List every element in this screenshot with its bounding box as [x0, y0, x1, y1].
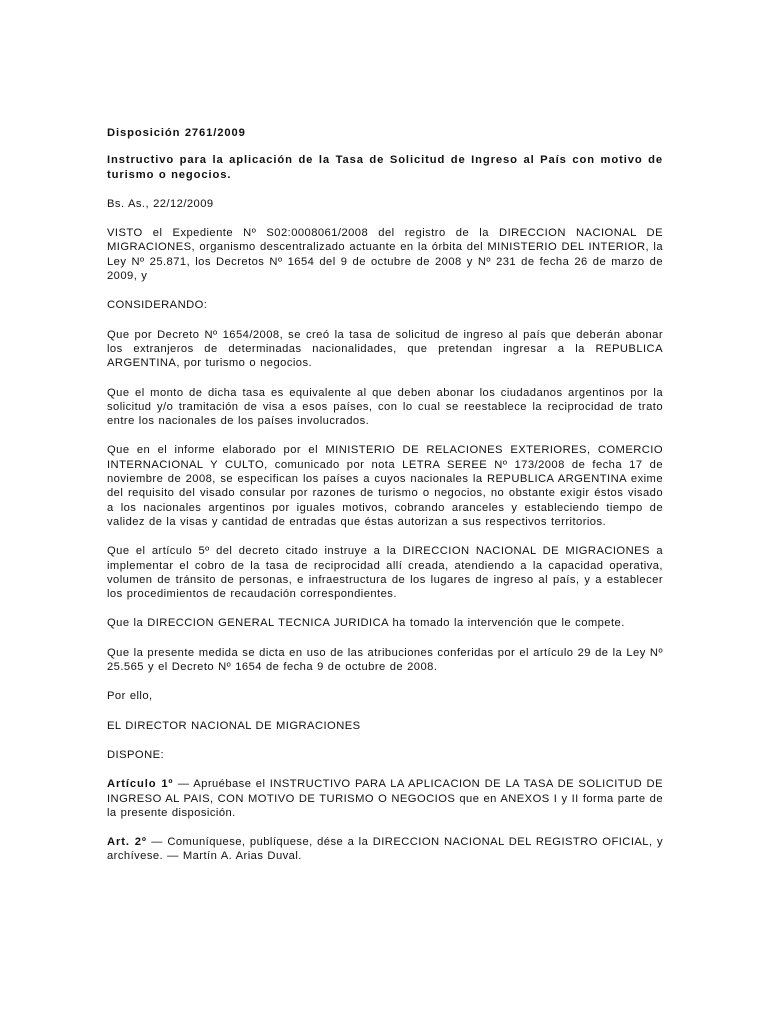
authority-line: EL DIRECTOR NACIONAL DE MIGRACIONES: [107, 719, 361, 732]
document-subtitle: Instructivo para la aplicación de la Tasa de Solicitud de Ingreso al País con motivo de turismo o negocios.: [107, 154, 663, 181]
article-2-text: — Comuníquese, publíquese, dése a la DIRECCION NACIONAL DEL REGISTRO OFICIAL, y archívese. — Martín A. Arias Duval.: [107, 836, 663, 863]
visto-paragraph: VISTO el Expediente Nº S02:0008061/2008 del registro de la DIRECCION NACIONAL DE MIGRACIONES, organismo descentralizado actuante en la órbita del MINISTERIO DEL INTERIOR, la Ley Nº 25.871, los Decretos Nº 1654 del 9 de octubre de 2008 y Nº 231 de fecha 26 de marzo de 2009, y: [107, 227, 663, 283]
paragraph-6: Que la presente medida se dicta en uso de las atribuciones conferidas por el artículo 29 de la Ley Nº 25.565 y el Decreto Nº 1654 de fecha 9 de octubre de 2008.: [107, 646, 663, 674]
article-1-label: Artículo 1º: [107, 778, 174, 791]
article-1-text: — Apruébase el INSTRUCTIVO PARA LA APLICACION DE LA TASA DE SOLICITUD DE INGRESO AL PAIS, CON MOTIVO DE TURISMO O NEGOCIOS que en ANEXOS I y II forma parte de la presente disposición.: [107, 778, 663, 819]
place-date: Bs. As., 22/12/2009: [107, 197, 214, 210]
dispone-heading: DISPONE:: [107, 748, 165, 761]
por-ello: Por ello,: [107, 690, 153, 703]
document-page: [107, 126, 663, 864]
article-2: [107, 835, 663, 864]
paragraph-1: Que por Decreto Nº 1654/2008, se creó la tasa de solicitud de ingreso al país que deberán abonar los extranjeros de determinadas nacionalidades, que pretendan ingresar a la REPUBLICA ARGENTINA, por turismo o negocios.: [107, 328, 663, 370]
article-2-label: Art. 2º: [107, 836, 147, 849]
paragraph-3: Que en el informe elaborado por el MINISTERIO DE RELACIONES EXTERIORES, COMERCIO INTERNACIONAL Y CULTO, comunicado por nota LETRA SEREE Nº 173/2008 de fecha 17 de noviembre de 2008, se especifican los países a cuyos nacionales la REPUBLICA ARGENTINA exime del requisito del visado consular por razones de turismo o negocios, no obstante exigir éstos visado a los nacionales argentinos por iguales motivos, cobrando aranceles y estableciendo tiempo de validez de la visas y cantidad de entradas que éstas autorizan a sus respectivos territorios.: [107, 444, 663, 528]
article-1: [107, 777, 663, 820]
paragraph-5: Que la DIRECCION GENERAL TECNICA JURIDICA ha tomado la intervención que le compete.: [107, 617, 625, 630]
considerando-heading: CONSIDERANDO:: [107, 299, 208, 312]
document-title: Disposición 2761/2009: [107, 127, 246, 139]
paragraph-2: Que el monto de dicha tasa es equivalente al que deben abonar los ciudadanos argentinos por la solicitud y/o tramitación de visa a esos países, con lo cual se reestablece la reciprocidad de trato entre los nacionales de los países involucrados.: [107, 386, 663, 428]
paragraph-4: Que el artículo 5º del decreto citado instruye a la DIRECCION NACIONAL DE MIGRACIONES a implementar el cobro de la tasa de reciprocidad allí creada, atendiendo a la capacidad operativa, volumen de tránsito de personas, e infraestructura de los lugares de ingreso al país, y a establecer los procedimientos de recaudación correspondientes.: [107, 545, 663, 601]
